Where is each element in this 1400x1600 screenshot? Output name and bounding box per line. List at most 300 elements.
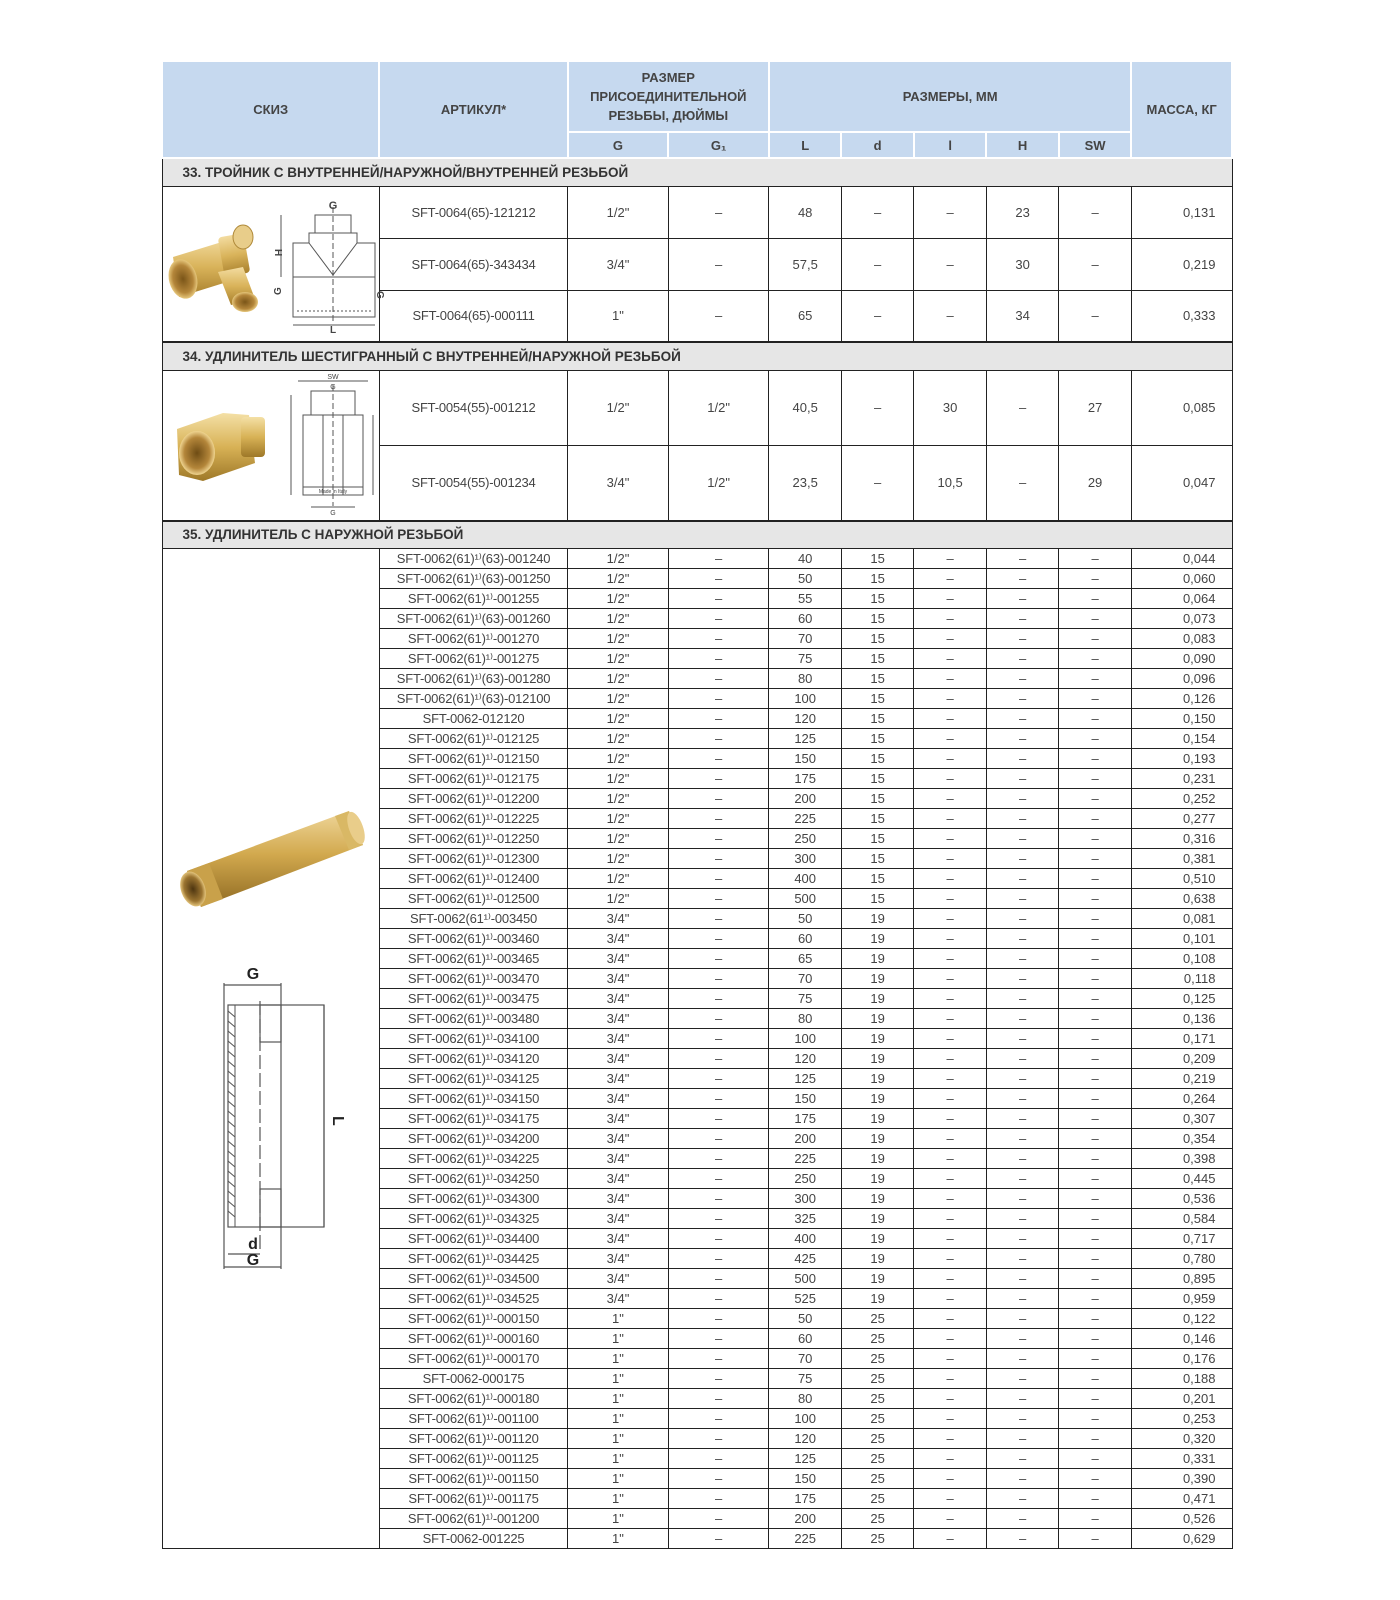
cell-g: 1/2" xyxy=(568,749,669,769)
cell-SW: – xyxy=(1059,1189,1131,1209)
cell-SW: – xyxy=(1059,1389,1131,1409)
cell-g: 1" xyxy=(568,1349,669,1369)
cell-g1: – xyxy=(668,889,769,909)
cell-d: 15 xyxy=(841,729,913,749)
cell-g1: – xyxy=(668,1369,769,1389)
article-cell: SFT-0062(61)¹⁾-012225 xyxy=(379,809,567,829)
cell-g1: – xyxy=(668,1229,769,1249)
cell-H: – xyxy=(986,749,1058,769)
cell-g: 1/2" xyxy=(568,589,669,609)
article-cell: SFT-0062(61)¹⁾-034125 xyxy=(379,1069,567,1089)
article-cell: SFT-0062(61)¹⁾-034325 xyxy=(379,1209,567,1229)
cell-g1: – xyxy=(668,809,769,829)
cell-L: 125 xyxy=(769,1449,841,1469)
cell-g: 3/4" xyxy=(568,1069,669,1089)
cell-H: – xyxy=(986,1329,1058,1349)
mass-cell: 0,126 xyxy=(1131,689,1232,709)
cell-d: 19 xyxy=(841,989,913,1009)
cell-H: – xyxy=(986,1069,1058,1089)
cell-H: 23 xyxy=(986,186,1058,238)
cell-H: – xyxy=(986,1009,1058,1029)
cell-l: – xyxy=(914,1309,986,1329)
drawing-label-g-left: G xyxy=(272,287,284,296)
cell-g: 3/4" xyxy=(568,238,669,290)
cell-L: 100 xyxy=(769,1029,841,1049)
cell-l: – xyxy=(914,1349,986,1369)
article-cell: SFT-0064(65)-000111 xyxy=(379,290,567,342)
cell-H: – xyxy=(986,649,1058,669)
cell-g1: – xyxy=(668,1509,769,1529)
cell-l: – xyxy=(914,1329,986,1349)
cell-g: 3/4" xyxy=(568,969,669,989)
mass-cell: 0,354 xyxy=(1131,1129,1232,1149)
cell-d: 25 xyxy=(841,1529,913,1549)
cell-d: 19 xyxy=(841,1209,913,1229)
cell-l: – xyxy=(914,589,986,609)
cell-d: 15 xyxy=(841,889,913,909)
cell-g1: – xyxy=(668,769,769,789)
mass-cell: 0,510 xyxy=(1131,869,1232,889)
mass-cell: 0,176 xyxy=(1131,1349,1232,1369)
cell-l: – xyxy=(914,949,986,969)
cell-l: – xyxy=(914,549,986,569)
cell-H: – xyxy=(986,809,1058,829)
article-cell: SFT-0062(61)¹⁾-012300 xyxy=(379,849,567,869)
cell-l: – xyxy=(914,909,986,929)
cell-l: – xyxy=(914,1269,986,1289)
cell-L: 50 xyxy=(769,569,841,589)
cell-l: – xyxy=(914,609,986,629)
header-L: L xyxy=(769,132,841,158)
cell-d: 15 xyxy=(841,749,913,769)
article-cell: SFT-0062(61)¹⁾(63)-001250 xyxy=(379,569,567,589)
mass-cell: 0,060 xyxy=(1131,569,1232,589)
cell-g: 1/2" xyxy=(568,709,669,729)
cell-l: – xyxy=(914,709,986,729)
cell-d: 25 xyxy=(841,1349,913,1369)
article-cell: SFT-0062(61)¹⁾-001175 xyxy=(379,1489,567,1509)
cell-g1: – xyxy=(668,969,769,989)
mass-cell: 0,331 xyxy=(1131,1449,1232,1469)
cell-g: 1/2" xyxy=(568,549,669,569)
cell-SW: – xyxy=(1059,609,1131,629)
article-cell: SFT-0062(61)¹⁾-034120 xyxy=(379,1049,567,1069)
article-cell: SFT-0062(61)¹⁾-001270 xyxy=(379,629,567,649)
cell-d: 25 xyxy=(841,1489,913,1509)
article-cell: SFT-0062(61)¹⁾-034425 xyxy=(379,1249,567,1269)
cell-l: – xyxy=(914,1229,986,1249)
article-cell: SFT-0062-000175 xyxy=(379,1369,567,1389)
cell-SW: – xyxy=(1059,1289,1131,1309)
cell-d: 15 xyxy=(841,829,913,849)
article-cell: SFT-0062(61)¹⁾-001100 xyxy=(379,1409,567,1429)
cell-l: – xyxy=(914,290,986,342)
mass-cell: 0,264 xyxy=(1131,1089,1232,1109)
cell-L: 40,5 xyxy=(769,370,841,445)
cell-L: 125 xyxy=(769,1069,841,1089)
cell-l: – xyxy=(914,809,986,829)
table-row xyxy=(162,186,1232,238)
cell-H: – xyxy=(986,1089,1058,1109)
cell-l: – xyxy=(914,729,986,749)
cell-H: – xyxy=(986,949,1058,969)
article-cell: SFT-0062(61)¹⁾-012400 xyxy=(379,869,567,889)
cell-L: 200 xyxy=(769,789,841,809)
cell-g: 1/2" xyxy=(568,789,669,809)
cell-SW: – xyxy=(1059,709,1131,729)
cell-g1: – xyxy=(668,1169,769,1189)
article-cell: SFT-0062(61)¹⁾-034500 xyxy=(379,1269,567,1289)
cell-L: 80 xyxy=(769,1009,841,1029)
cell-d: 15 xyxy=(841,849,913,869)
cell-g: 1" xyxy=(568,1409,669,1429)
mass-cell: 0,209 xyxy=(1131,1049,1232,1069)
cell-L: 225 xyxy=(769,1529,841,1549)
article-cell: SFT-0062(61)¹⁾-000180 xyxy=(379,1389,567,1409)
cell-H: 30 xyxy=(986,238,1058,290)
cell-d: 19 xyxy=(841,1009,913,1029)
cell-L: 50 xyxy=(769,909,841,929)
cell-H: – xyxy=(986,729,1058,749)
cell-SW: 27 xyxy=(1059,370,1131,445)
header-g1: G₁ xyxy=(668,132,769,158)
cell-d: 19 xyxy=(841,929,913,949)
cell-SW: – xyxy=(1059,549,1131,569)
cell-SW: – xyxy=(1059,689,1131,709)
cell-H: – xyxy=(986,370,1058,445)
article-cell: SFT-0062(61)¹⁾(63)-001240 xyxy=(379,549,567,569)
cell-SW: – xyxy=(1059,1429,1131,1449)
cell-l: – xyxy=(914,1429,986,1449)
cell-l: – xyxy=(914,889,986,909)
cell-d: 19 xyxy=(841,909,913,929)
cell-SW: – xyxy=(1059,849,1131,869)
mass-cell: 0,083 xyxy=(1131,629,1232,649)
cell-H: – xyxy=(986,989,1058,1009)
article-cell: SFT-0062(61)¹⁾-001125 xyxy=(379,1449,567,1469)
mass-cell: 0,201 xyxy=(1131,1389,1232,1409)
cell-SW: – xyxy=(1059,1129,1131,1149)
mass-cell: 0,398 xyxy=(1131,1149,1232,1169)
cell-SW: – xyxy=(1059,1009,1131,1029)
cell-SW: – xyxy=(1059,1029,1131,1049)
cell-g1: – xyxy=(668,1349,769,1369)
cell-L: 120 xyxy=(769,1429,841,1449)
cell-g: 1" xyxy=(568,1309,669,1329)
cell-g: 1/2" xyxy=(568,829,669,849)
cell-d: 15 xyxy=(841,809,913,829)
mass-cell: 0,895 xyxy=(1131,1269,1232,1289)
cell-g1: – xyxy=(668,1029,769,1049)
cell-H: – xyxy=(986,1309,1058,1329)
cell-H: – xyxy=(986,1369,1058,1389)
cell-H: – xyxy=(986,829,1058,849)
cell-g: 3/4" xyxy=(568,1209,669,1229)
drawing-label-g-bottom: G xyxy=(329,509,336,517)
mass-cell: 0,085 xyxy=(1131,370,1232,445)
cell-g1: – xyxy=(668,649,769,669)
cell-d: 19 xyxy=(841,1089,913,1109)
cell-g1: – xyxy=(668,609,769,629)
cell-l: – xyxy=(914,929,986,949)
cell-d: 15 xyxy=(841,629,913,649)
cell-L: 60 xyxy=(769,609,841,629)
cell-d: 15 xyxy=(841,869,913,889)
cell-L: 120 xyxy=(769,1049,841,1069)
cell-g: 3/4" xyxy=(568,1129,669,1149)
cell-d: 15 xyxy=(841,649,913,669)
cell-L: 225 xyxy=(769,1149,841,1169)
cell-l: – xyxy=(914,689,986,709)
cell-l: – xyxy=(914,1409,986,1429)
cell-H: – xyxy=(986,1149,1058,1169)
section-title: 35. УДЛИНИТЕЛЬ С НАРУЖНОЙ РЕЗЬБОЙ xyxy=(162,521,1232,549)
cell-d: 19 xyxy=(841,949,913,969)
cell-g: 3/4" xyxy=(568,909,669,929)
cell-g: 1/2" xyxy=(568,609,669,629)
cell-SW: – xyxy=(1059,1449,1131,1469)
article-cell: SFT-0062(61)¹⁾-003475 xyxy=(379,989,567,1009)
section-header xyxy=(162,342,1232,370)
cell-SW: – xyxy=(1059,1409,1131,1429)
cell-g1: 1/2" xyxy=(668,445,769,520)
cell-H: – xyxy=(986,1169,1058,1189)
article-cell: SFT-0062(61)¹⁾-034150 xyxy=(379,1089,567,1109)
cell-SW: – xyxy=(1059,1149,1131,1169)
brass-hex-extension-icon xyxy=(163,371,379,517)
cell-l: – xyxy=(914,1449,986,1469)
cell-g1: – xyxy=(668,1049,769,1069)
cell-l: – xyxy=(914,1189,986,1209)
article-cell: SFT-0062(61)¹⁾-003460 xyxy=(379,929,567,949)
cell-H: – xyxy=(986,549,1058,569)
article-cell: SFT-0062(61)¹⁾-003470 xyxy=(379,969,567,989)
header-d: d xyxy=(841,132,913,158)
cell-d: 19 xyxy=(841,1249,913,1269)
cell-H: – xyxy=(986,445,1058,520)
header-l: l xyxy=(914,132,986,158)
article-cell: SFT-0062(61)¹⁾-003480 xyxy=(379,1009,567,1029)
cell-l: – xyxy=(914,238,986,290)
drawing-label-made-in: Made in Italy xyxy=(318,488,347,495)
mass-cell: 0,320 xyxy=(1131,1429,1232,1449)
cell-SW: – xyxy=(1059,789,1131,809)
section-header xyxy=(162,158,1232,186)
cell-SW: – xyxy=(1059,909,1131,929)
mass-cell: 0,584 xyxy=(1131,1209,1232,1229)
cell-L: 325 xyxy=(769,1209,841,1229)
article-cell: SFT-0062(61)¹⁾-001200 xyxy=(379,1509,567,1529)
cell-H: – xyxy=(986,1029,1058,1049)
cell-l: – xyxy=(914,1129,986,1149)
cell-SW: – xyxy=(1059,629,1131,649)
cell-L: 80 xyxy=(769,669,841,689)
cell-d: 25 xyxy=(841,1409,913,1429)
cell-d: 25 xyxy=(841,1469,913,1489)
cell-l: – xyxy=(914,1209,986,1229)
drawing-label-d: d xyxy=(247,1236,258,1253)
cell-d: 15 xyxy=(841,709,913,729)
cell-g: 3/4" xyxy=(568,1189,669,1209)
cell-SW: – xyxy=(1059,1169,1131,1189)
cell-H: – xyxy=(986,1409,1058,1429)
cell-d: – xyxy=(841,186,913,238)
mass-cell: 0,231 xyxy=(1131,769,1232,789)
cell-L: 60 xyxy=(769,1329,841,1349)
cell-g1: – xyxy=(668,238,769,290)
cell-d: 19 xyxy=(841,1189,913,1209)
mass-cell: 0,219 xyxy=(1131,238,1232,290)
cell-d: 19 xyxy=(841,1289,913,1309)
cell-L: 175 xyxy=(769,1109,841,1129)
mass-cell: 0,219 xyxy=(1131,1069,1232,1089)
cell-H: – xyxy=(986,689,1058,709)
cell-SW: – xyxy=(1059,949,1131,969)
table-body xyxy=(162,158,1232,1549)
article-cell: SFT-0062(61)¹⁾-012150 xyxy=(379,749,567,769)
cell-L: 425 xyxy=(769,1249,841,1269)
cell-H: – xyxy=(986,869,1058,889)
cell-L: 120 xyxy=(769,709,841,729)
cell-SW: – xyxy=(1059,1229,1131,1249)
cell-H: – xyxy=(986,1229,1058,1249)
mass-cell: 0,252 xyxy=(1131,789,1232,809)
cell-H: 34 xyxy=(986,290,1058,342)
cell-L: 65 xyxy=(769,949,841,969)
table-row xyxy=(162,549,1232,569)
section-title: 33. ТРОЙНИК С ВНУТРЕННЕЙ/НАРУЖНОЙ/ВНУТРЕННЕЙ РЕЗЬБОЙ xyxy=(162,158,1232,186)
cell-g1: – xyxy=(668,949,769,969)
mass-cell: 0,959 xyxy=(1131,1289,1232,1309)
cell-d: – xyxy=(841,445,913,520)
article-cell: SFT-0062(61)¹⁾-034225 xyxy=(379,1149,567,1169)
cell-g: 1" xyxy=(568,1449,669,1469)
cell-l: – xyxy=(914,649,986,669)
cell-d: 25 xyxy=(841,1389,913,1409)
mass-cell: 0,717 xyxy=(1131,1229,1232,1249)
article-cell: SFT-0062(61)¹⁾(63)-012100 xyxy=(379,689,567,709)
cell-L: 40 xyxy=(769,549,841,569)
mass-cell: 0,390 xyxy=(1131,1469,1232,1489)
cell-L: 48 xyxy=(769,186,841,238)
cell-L: 250 xyxy=(769,829,841,849)
mass-cell: 0,108 xyxy=(1131,949,1232,969)
cell-L: 70 xyxy=(769,969,841,989)
mass-cell: 0,131 xyxy=(1131,186,1232,238)
cell-l: – xyxy=(914,629,986,649)
cell-SW: – xyxy=(1059,1109,1131,1129)
cell-l: – xyxy=(914,869,986,889)
cell-l: – xyxy=(914,1009,986,1029)
header-g: G xyxy=(568,132,669,158)
cell-SW: – xyxy=(1059,1489,1131,1509)
cell-g1: – xyxy=(668,186,769,238)
mass-cell: 0,073 xyxy=(1131,609,1232,629)
mass-cell: 0,526 xyxy=(1131,1509,1232,1529)
cell-SW: – xyxy=(1059,929,1131,949)
header-SW: SW xyxy=(1059,132,1131,158)
cell-g: 1/2" xyxy=(568,849,669,869)
cell-l: – xyxy=(914,1509,986,1529)
cell-H: – xyxy=(986,1449,1058,1469)
cell-g: 1/2" xyxy=(568,569,669,589)
cell-g1: – xyxy=(668,1249,769,1269)
cell-d: 15 xyxy=(841,609,913,629)
cell-g1: – xyxy=(668,789,769,809)
cell-L: 200 xyxy=(769,1129,841,1149)
article-cell: SFT-0062(61)¹⁾-034175 xyxy=(379,1109,567,1129)
cell-SW: – xyxy=(1059,1529,1131,1549)
cell-SW: – xyxy=(1059,1249,1131,1269)
cell-g1: 1/2" xyxy=(668,370,769,445)
cell-d: 25 xyxy=(841,1509,913,1529)
cell-H: – xyxy=(986,669,1058,689)
article-cell: SFT-0062(61)¹⁾-034100 xyxy=(379,1029,567,1049)
cell-SW: – xyxy=(1059,989,1131,1009)
cell-l: – xyxy=(914,1529,986,1549)
cell-g: 1/2" xyxy=(568,370,669,445)
cell-g: 3/4" xyxy=(568,1169,669,1189)
mass-cell: 0,081 xyxy=(1131,909,1232,929)
cell-d: 25 xyxy=(841,1329,913,1349)
cell-g1: – xyxy=(668,1069,769,1089)
cell-g1: – xyxy=(668,1529,769,1549)
cell-SW: – xyxy=(1059,186,1131,238)
cell-L: 200 xyxy=(769,1509,841,1529)
cell-g: 1" xyxy=(568,1529,669,1549)
mass-cell: 0,090 xyxy=(1131,649,1232,669)
cell-L: 125 xyxy=(769,729,841,749)
mass-cell: 0,193 xyxy=(1131,749,1232,769)
article-cell: SFT-0062(61)¹⁾-012200 xyxy=(379,789,567,809)
cell-g1: – xyxy=(668,1289,769,1309)
cell-g: 1" xyxy=(568,1509,669,1529)
cell-g1: – xyxy=(668,1329,769,1349)
cell-L: 100 xyxy=(769,689,841,709)
cell-l: – xyxy=(914,669,986,689)
cell-SW: – xyxy=(1059,589,1131,609)
brass-nipple-extension-icon xyxy=(163,549,379,1539)
cell-l: – xyxy=(914,989,986,1009)
cell-L: 75 xyxy=(769,649,841,669)
cell-g: 1" xyxy=(568,1389,669,1409)
article-cell: SFT-0062(61)¹⁾-000160 xyxy=(379,1329,567,1349)
header-dimensions: РАЗМЕРЫ, ММ xyxy=(769,62,1131,132)
mass-cell: 0,253 xyxy=(1131,1409,1232,1429)
cell-H: – xyxy=(986,1389,1058,1409)
article-cell: SFT-0062-012120 xyxy=(379,709,567,729)
cell-H: – xyxy=(986,1189,1058,1209)
sketch-cell xyxy=(162,370,379,521)
cell-SW: – xyxy=(1059,969,1131,989)
article-cell: SFT-0062(61)¹⁾(63)-001260 xyxy=(379,609,567,629)
cell-d: 19 xyxy=(841,1109,913,1129)
cell-g1: – xyxy=(668,1489,769,1509)
cell-d: 15 xyxy=(841,549,913,569)
cell-H: – xyxy=(986,1129,1058,1149)
cell-g: 1" xyxy=(568,1489,669,1509)
mass-cell: 0,154 xyxy=(1131,729,1232,749)
cell-g1: – xyxy=(668,849,769,869)
article-cell: SFT-0062(61)¹⁾-034525 xyxy=(379,1289,567,1309)
cell-H: – xyxy=(986,1349,1058,1369)
cell-g: 3/4" xyxy=(568,1229,669,1249)
cell-L: 57,5 xyxy=(769,238,841,290)
mass-cell: 0,044 xyxy=(1131,549,1232,569)
cell-g1: – xyxy=(668,1189,769,1209)
cell-l: – xyxy=(914,1489,986,1509)
brass-tee-fitting-icon xyxy=(163,187,385,337)
